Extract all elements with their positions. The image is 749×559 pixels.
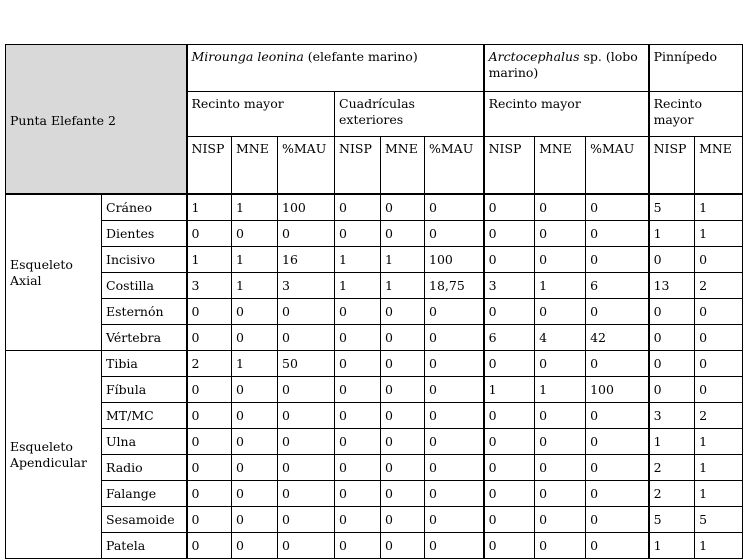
column-header: MNE (695, 137, 743, 195)
value-cell: 0 (425, 455, 484, 481)
table-row (6, 299, 743, 325)
table-row (6, 377, 743, 403)
element-label: Sesamoide (102, 507, 187, 533)
value-cell: 0 (187, 221, 232, 247)
value-cell: 0 (535, 429, 586, 455)
value-cell: 1 (381, 247, 425, 273)
value-cell: 100 (278, 194, 335, 221)
value-cell: 0 (535, 194, 586, 221)
value-cell: 0 (278, 299, 335, 325)
value-cell: 5 (649, 194, 695, 221)
value-cell: 0 (335, 507, 381, 533)
value-cell: 5 (649, 507, 695, 533)
value-cell: 2 (695, 403, 743, 429)
value-cell: 18,75 (425, 273, 484, 299)
value-cell: 0 (381, 507, 425, 533)
element-label: Patela (102, 533, 187, 559)
value-cell: 1 (535, 273, 586, 299)
group-label: Esqueleto Apendicular (6, 351, 102, 559)
column-header: %MAU (586, 137, 649, 195)
column-header: NISP (335, 137, 381, 195)
element-label: Cráneo (102, 194, 187, 221)
value-cell: 0 (484, 533, 535, 559)
value-cell: 0 (335, 429, 381, 455)
value-cell: 2 (649, 455, 695, 481)
value-cell: 1 (484, 377, 535, 403)
species-header-mirounga: Mirounga leonina (elefante marino) (187, 45, 484, 92)
value-cell: 1 (649, 533, 695, 559)
value-cell: 0 (335, 455, 381, 481)
value-cell: 0 (187, 507, 232, 533)
value-cell: 0 (335, 351, 381, 377)
value-cell: 1 (232, 351, 278, 377)
value-cell: 6 (484, 325, 535, 351)
value-cell: 0 (484, 247, 535, 273)
value-cell: 0 (232, 403, 278, 429)
value-cell: 0 (335, 533, 381, 559)
value-cell: 0 (425, 507, 484, 533)
value-cell: 0 (586, 221, 649, 247)
value-cell: 0 (381, 455, 425, 481)
data-table (5, 44, 743, 559)
area-header: Recinto mayor (649, 92, 743, 137)
value-cell: 0 (278, 455, 335, 481)
table-row (6, 247, 743, 273)
value-cell: 1 (335, 273, 381, 299)
table-row (6, 481, 743, 507)
table-row (6, 507, 743, 533)
value-cell: 0 (649, 299, 695, 325)
value-cell: 0 (187, 429, 232, 455)
value-cell: 4 (535, 325, 586, 351)
table-row (6, 221, 743, 247)
value-cell: 0 (425, 377, 484, 403)
value-cell: 0 (425, 221, 484, 247)
value-cell: 0 (695, 377, 743, 403)
element-label: Esternón (102, 299, 187, 325)
value-cell: 5 (695, 507, 743, 533)
value-cell: 0 (425, 325, 484, 351)
element-label: Vértebra (102, 325, 187, 351)
column-header: NISP (187, 137, 232, 195)
value-cell: 0 (381, 403, 425, 429)
value-cell: 0 (278, 507, 335, 533)
area-header: Recinto mayor (187, 92, 335, 137)
element-label: Ulna (102, 429, 187, 455)
value-cell: 0 (535, 221, 586, 247)
value-cell: 6 (586, 273, 649, 299)
element-label: Costilla (102, 273, 187, 299)
value-cell: 0 (381, 299, 425, 325)
value-cell: 0 (649, 377, 695, 403)
value-cell: 0 (232, 429, 278, 455)
value-cell: 0 (535, 299, 586, 325)
value-cell: 0 (278, 377, 335, 403)
element-label: Incisivo (102, 247, 187, 273)
value-cell: 3 (278, 273, 335, 299)
value-cell: 0 (535, 403, 586, 429)
value-cell: 2 (187, 351, 232, 377)
value-cell: 2 (695, 273, 743, 299)
value-cell: 1 (535, 377, 586, 403)
value-cell: 1 (232, 194, 278, 221)
value-cell: 0 (381, 221, 425, 247)
value-cell: 0 (187, 299, 232, 325)
value-cell: 0 (278, 533, 335, 559)
value-cell: 0 (484, 299, 535, 325)
column-header: MNE (535, 137, 586, 195)
column-header: MNE (232, 137, 278, 195)
value-cell: 0 (381, 325, 425, 351)
species-header-arctocephalus: Arctocephalus sp. (lobo marino) (484, 45, 649, 92)
value-cell: 0 (695, 351, 743, 377)
column-header: NISP (484, 137, 535, 195)
value-cell: 0 (187, 533, 232, 559)
corner-header: Punta Elefante 2 (6, 45, 187, 195)
column-header: %MAU (425, 137, 484, 195)
value-cell: 0 (425, 429, 484, 455)
value-cell: 0 (535, 455, 586, 481)
table-row (6, 325, 743, 351)
column-header: %MAU (278, 137, 335, 195)
value-cell: 0 (381, 351, 425, 377)
table-row (6, 455, 743, 481)
value-cell: 0 (535, 533, 586, 559)
value-cell: 0 (232, 325, 278, 351)
value-cell: 50 (278, 351, 335, 377)
value-cell: 0 (381, 481, 425, 507)
value-cell: 0 (425, 299, 484, 325)
value-cell: 0 (535, 351, 586, 377)
value-cell: 0 (484, 507, 535, 533)
value-cell: 0 (425, 533, 484, 559)
value-cell: 0 (278, 221, 335, 247)
value-cell: 0 (187, 481, 232, 507)
value-cell: 0 (335, 194, 381, 221)
value-cell: 0 (586, 194, 649, 221)
value-cell: 0 (586, 247, 649, 273)
value-cell: 42 (586, 325, 649, 351)
value-cell: 1 (232, 247, 278, 273)
value-cell: 0 (425, 194, 484, 221)
value-cell: 0 (187, 325, 232, 351)
value-cell: 0 (484, 455, 535, 481)
value-cell: 0 (586, 299, 649, 325)
value-cell: 0 (586, 533, 649, 559)
element-label: MT/MC (102, 403, 187, 429)
table-row (6, 429, 743, 455)
value-cell: 0 (586, 351, 649, 377)
value-cell: 0 (535, 507, 586, 533)
value-cell: 1 (232, 273, 278, 299)
value-cell: 0 (649, 247, 695, 273)
value-cell: 0 (586, 455, 649, 481)
value-cell: 1 (381, 273, 425, 299)
value-cell: 0 (335, 403, 381, 429)
element-label: Falange (102, 481, 187, 507)
value-cell: 0 (381, 533, 425, 559)
value-cell: 2 (649, 481, 695, 507)
value-cell: 0 (335, 325, 381, 351)
element-label: Dientes (102, 221, 187, 247)
value-cell: 1 (695, 455, 743, 481)
value-cell: 1 (695, 481, 743, 507)
value-cell: 0 (232, 221, 278, 247)
value-cell: 0 (586, 403, 649, 429)
value-cell: 100 (586, 377, 649, 403)
value-cell: 0 (484, 194, 535, 221)
value-cell: 0 (232, 481, 278, 507)
column-header: MNE (381, 137, 425, 195)
value-cell: 0 (381, 377, 425, 403)
value-cell: 0 (381, 194, 425, 221)
value-cell: 0 (278, 429, 335, 455)
value-cell: 0 (425, 403, 484, 429)
value-cell: 0 (278, 403, 335, 429)
value-cell: 0 (484, 403, 535, 429)
value-cell: 13 (649, 273, 695, 299)
table-row (6, 533, 743, 559)
value-cell: 0 (232, 299, 278, 325)
value-cell: 0 (649, 325, 695, 351)
value-cell: 0 (335, 299, 381, 325)
element-label: Tibia (102, 351, 187, 377)
table-row (6, 351, 743, 377)
value-cell: 1 (649, 221, 695, 247)
value-cell: 0 (695, 325, 743, 351)
value-cell: 0 (425, 481, 484, 507)
value-cell: 1 (187, 194, 232, 221)
column-header: NISP (649, 137, 695, 195)
table-row (6, 273, 743, 299)
value-cell: 1 (695, 221, 743, 247)
value-cell: 0 (484, 221, 535, 247)
value-cell: 0 (425, 351, 484, 377)
value-cell: 1 (335, 247, 381, 273)
value-cell: 0 (232, 377, 278, 403)
value-cell: 0 (649, 351, 695, 377)
value-cell: 0 (586, 429, 649, 455)
value-cell: 100 (425, 247, 484, 273)
value-cell: 0 (695, 299, 743, 325)
value-cell: 1 (187, 247, 232, 273)
value-cell: 0 (335, 221, 381, 247)
value-cell: 0 (484, 481, 535, 507)
value-cell: 1 (695, 429, 743, 455)
value-cell: 3 (484, 273, 535, 299)
value-cell: 0 (484, 429, 535, 455)
value-cell: 3 (187, 273, 232, 299)
area-header: Recinto mayor (484, 92, 649, 137)
value-cell: 0 (695, 247, 743, 273)
value-cell: 3 (649, 403, 695, 429)
value-cell: 0 (278, 325, 335, 351)
table-row (6, 403, 743, 429)
value-cell: 0 (232, 455, 278, 481)
value-cell: 0 (381, 429, 425, 455)
value-cell: 0 (535, 481, 586, 507)
value-cell: 16 (278, 247, 335, 273)
value-cell: 0 (484, 351, 535, 377)
value-cell: 0 (187, 403, 232, 429)
value-cell: 0 (232, 507, 278, 533)
element-label: Fíbula (102, 377, 187, 403)
value-cell: 0 (586, 507, 649, 533)
table-row (6, 194, 743, 221)
value-cell: 0 (586, 481, 649, 507)
value-cell: 0 (278, 481, 335, 507)
species-header-pinnipedo: Pinnípedo (649, 45, 743, 92)
area-header: Cuadrículas exteriores (335, 92, 484, 137)
value-cell: 1 (695, 533, 743, 559)
group-label: Esqueleto Axial (6, 194, 102, 351)
value-cell: 1 (695, 194, 743, 221)
value-cell: 0 (187, 377, 232, 403)
value-cell: 0 (335, 377, 381, 403)
element-label: Radio (102, 455, 187, 481)
value-cell: 0 (335, 481, 381, 507)
value-cell: 0 (232, 533, 278, 559)
value-cell: 1 (649, 429, 695, 455)
value-cell: 0 (187, 455, 232, 481)
value-cell: 0 (535, 247, 586, 273)
